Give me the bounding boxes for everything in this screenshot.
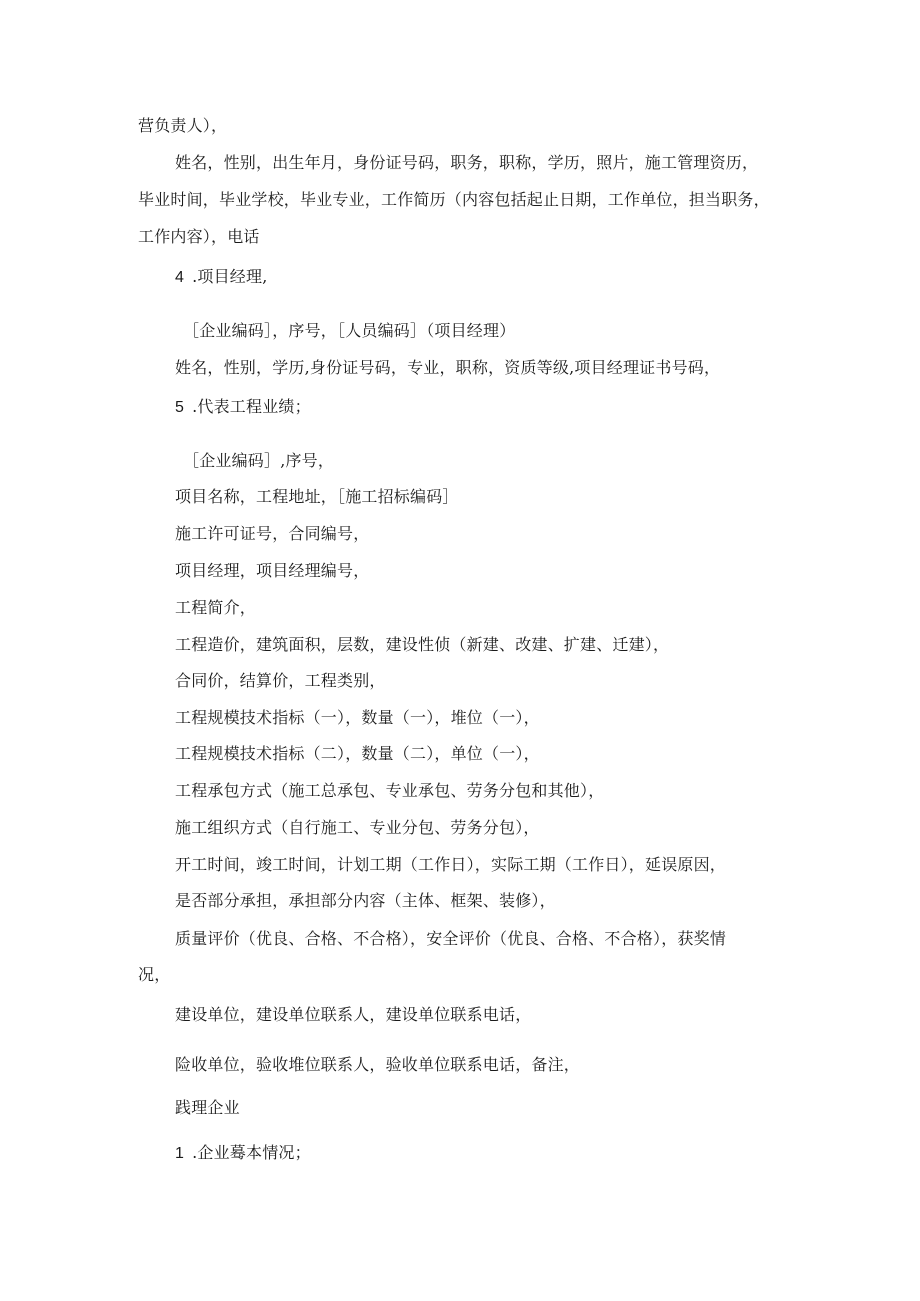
text-line: ［企业编码］，序号，［人员编码］（项目经理） <box>183 321 516 340</box>
text-line: 是否部分承担，承担部分内容（主体、框架、装修）， <box>175 891 556 910</box>
text-line: 质量评价（优良、合格、不合格），安全评价（优良、合格、不合格），获奖情 <box>175 929 727 948</box>
text-line: 施工许可证号，合同编号， <box>175 524 370 543</box>
text-line: 况， <box>138 965 171 984</box>
list-number: 5 <box>175 399 185 416</box>
text-line: 毕业时间，毕业学校，毕业专业，工作简历（内容包括起止日期，工作单位，担当职务， <box>138 190 770 209</box>
list-number: 4 <box>175 269 185 286</box>
text-line: 工程承包方式（施工总承包、专业承包、劳务分包和其他）， <box>175 781 605 800</box>
heading-text: .企业蓦本情况； <box>192 1143 311 1162</box>
text-line: 工程规模技术指标（二），数量（二），单位（一）， <box>175 744 540 763</box>
section-heading: 践理企业 <box>175 1098 240 1117</box>
text-line: 工程规模技术指标（一），数量（一），堆位（一）， <box>175 708 540 727</box>
numbered-heading-1 <box>175 1142 311 1165</box>
numbered-heading-4 <box>175 266 267 289</box>
text-line: 工程造价，建筑面积，层数，建设性侦（新建、改建、扩建、迁建）， <box>175 635 670 654</box>
text-line: 项目经理，项目经理编号， <box>175 561 370 580</box>
text-line: 工程简介， <box>175 598 257 617</box>
list-number: 1 <box>175 1145 185 1162</box>
text-line: 建设单位，建设单位联系人，建设单位联系电话， <box>175 1005 532 1024</box>
numbered-heading-5 <box>175 396 311 419</box>
heading-text: .项目经理, <box>192 267 268 286</box>
text-line: 开工时间，竣工时间，计划工期（工作日），实际工期（工作日），延误原因， <box>175 855 727 874</box>
text-line: 营负责人）， <box>138 116 228 135</box>
heading-text: .代表工程业绩； <box>192 397 311 416</box>
text-line: ［企业编码］,序号， <box>183 451 335 470</box>
text-line: 施工组织方式（自行施工、专业分包、劳务分包）， <box>175 818 540 837</box>
text-line: 项目名称，工程地址，［施工招标编码］ <box>175 487 459 506</box>
text-line: 工作内容），电话 <box>138 227 260 246</box>
text-line: 姓名，性别，学历,身份证号码，专业，职称，资质等级,项目经理证书号码， <box>175 358 721 377</box>
text-line: 险收单位，验收堆位联系人，验收单位联系电话，备注， <box>175 1055 581 1074</box>
text-line: 姓名，性别，出生年月，身份证号码，职务，职称，学历，照片，施工管理资历， <box>175 153 759 172</box>
text-line: 合同价，结算价，工程类别， <box>175 671 386 690</box>
